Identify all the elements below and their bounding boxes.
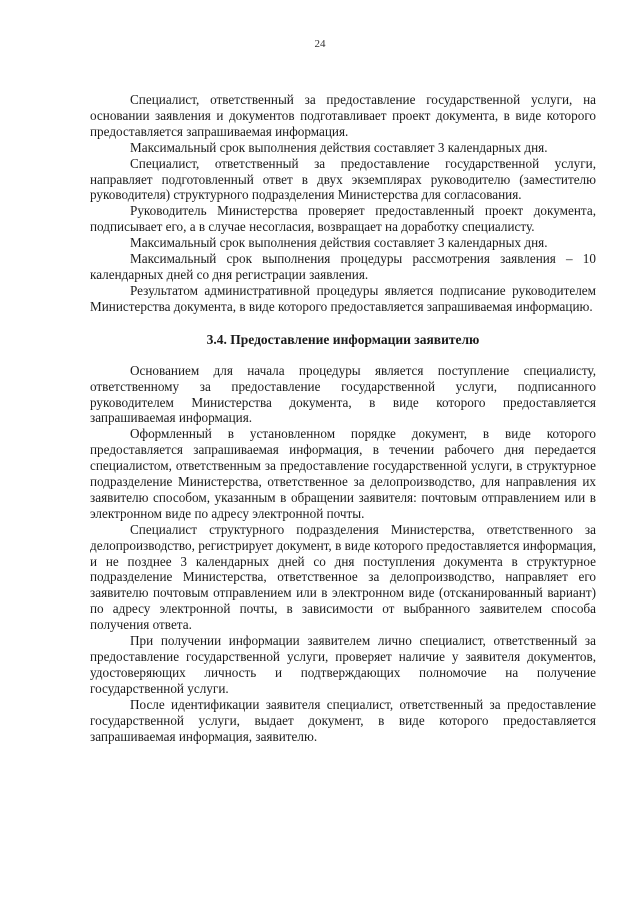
paragraph: Специалист структурного подразделения Министерства, ответственного за делопроизводство, регистрирует документ, в виде которого предоставляется информация, и не позднее 3 календарных дней со дня поступления документа в структурное подразделение Министерства, ответственное за делопроизводство, направляет его заявителю почтовым отправлением или в электронном виде (отсканированный вариант) по адресу электронной почты, в зависимости от выбранного заявителем способа получения ответа. — [90, 521, 596, 633]
paragraph: Специалист, ответственный за предоставление государственной услуги, на основании заявления и документов подготавливает проект документа, в виде которого предоставляется запрашиваемая информация. — [90, 92, 596, 139]
paragraph: Максимальный срок выполнения действия составляет 3 календарных дня. — [130, 235, 548, 251]
paragraph: Оформленный в установленном порядке документ, в виде которого предоставляется запрашиваемая информация, в течении рабочего дня передается специалистом, ответственным за предоставление государственной услуги, в структурное подразделение Министерства, ответственное за делопроизводство, для направления их заявителю способом, указанным в обращении заявителя: почтовым отправлением или в электронном виде по адресу электронной почты. — [90, 426, 596, 521]
paragraph: При получении информации заявителем лично специалист, ответственный за предоставление государственной услуги, проверяет наличие у заявителя документов, удостоверяющих личность и подтверждающих полномочие на получение государственной услуги. — [90, 633, 596, 696]
document-body — [90, 92, 596, 744]
paragraph: Максимальный срок выполнения действия составляет 3 календарных дня. — [130, 139, 548, 155]
paragraph: Специалист, ответственный за предоставление государственной услуги, направляет подготовленный ответ в двух экземплярах руководителю (заместителю руководителя) структурного подразделения Министерства для согласования. — [90, 155, 596, 203]
paragraph: Результатом административной процедуры является подписание руководителем Министерства документа, в виде которого предоставляется запрашиваемая информацию. — [90, 282, 596, 314]
paragraph: Максимальный срок выполнения процедуры рассмотрения заявления – 10 календарных дней со дня регистрации заявления. — [90, 251, 596, 282]
paragraph: После идентификации заявителя специалист, ответственный за предоставление государственной услуги, выдает документ, в виде которого предоставляется запрашиваемая информация, заявителю. — [90, 696, 596, 744]
page-number: 24 — [314, 38, 326, 50]
section-heading: 3.4. Предоставление информации заявителю — [206, 331, 480, 347]
paragraph: Основанием для начала процедуры является поступление специалисту, ответственному за предоставление государственной услуги, подписанного руководителем Министерства документа, в виде которого предоставляется запрашиваемая информация. — [90, 362, 596, 426]
paragraph: Руководитель Министерства проверяет предоставленный проект документа, подписывает его, а в случае несогласия, возвращает на доработку специалисту. — [90, 203, 596, 235]
